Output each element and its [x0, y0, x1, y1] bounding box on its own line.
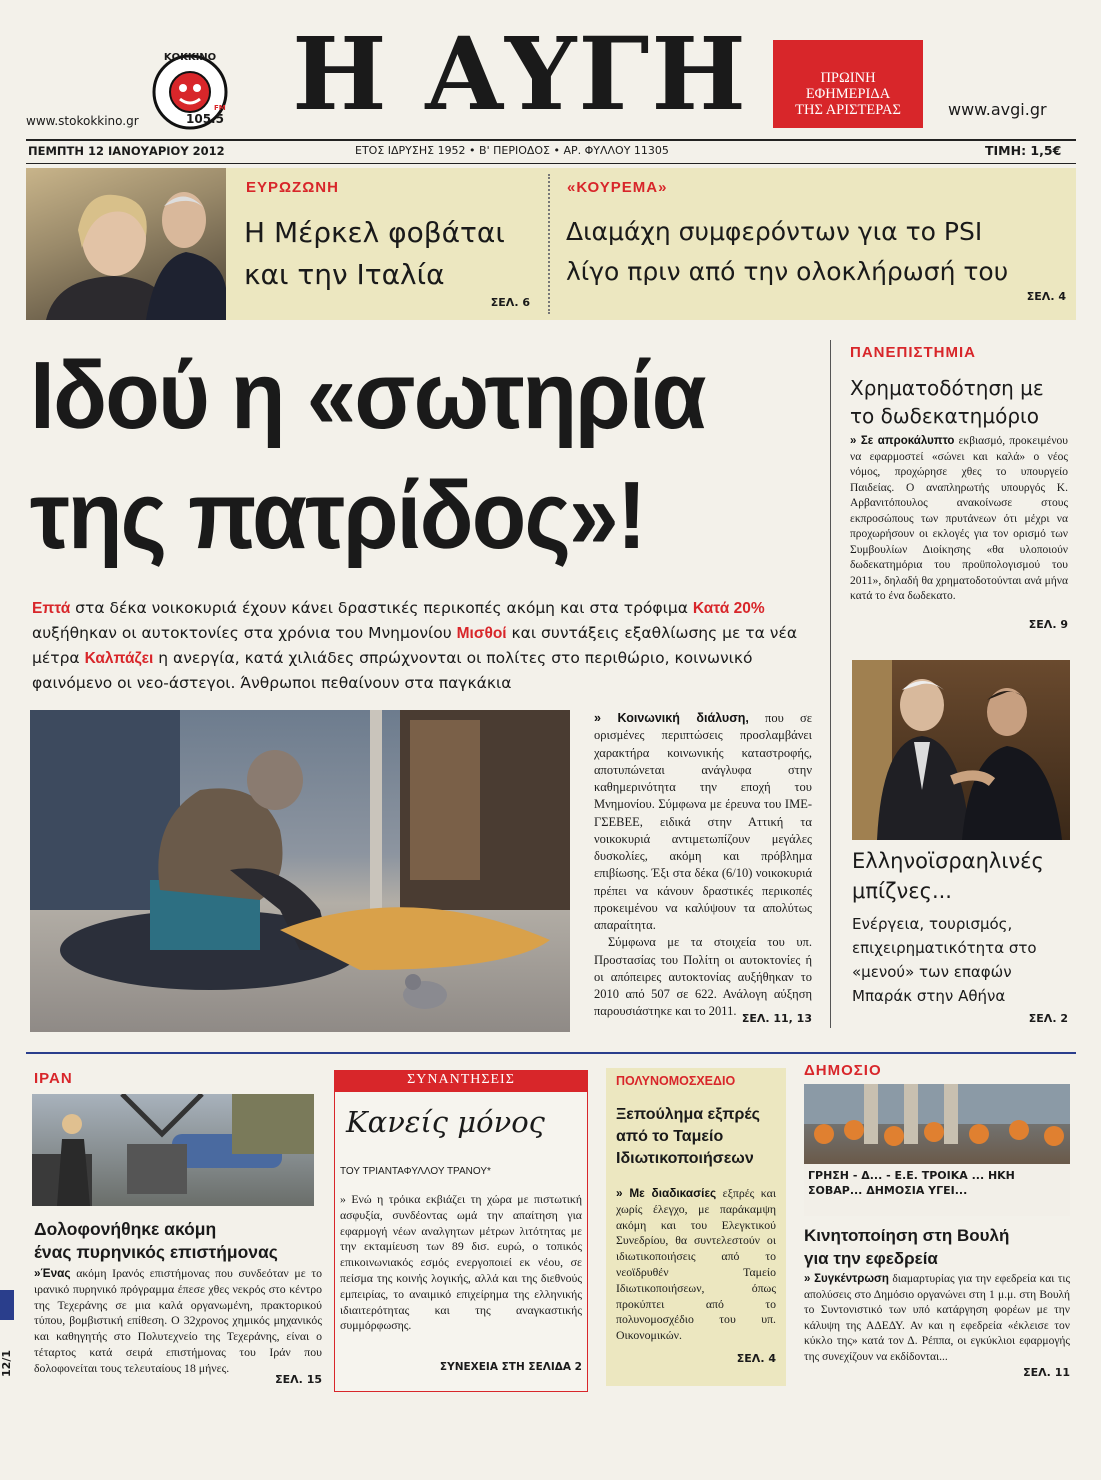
israel-page: ΣΕΛ. 2 — [1028, 1012, 1068, 1025]
newspaper-title: Η ΑΥΓΗ — [292, 15, 748, 133]
teaser-2-headline[interactable] — [566, 212, 1008, 292]
israel-subhead-line-3: «μενού» των επαφών — [852, 963, 1012, 981]
tagline-line-3: ΤΗΣ ΑΡΙΣΤΕΡΑΣ — [795, 102, 901, 118]
teaser-1-headline-line-2: και την Ιταλία — [244, 258, 445, 291]
israel-subhead-line-4: Μπαράκ στην Αθήνα — [852, 987, 1006, 1005]
radio-logo-freq: 105.5 — [186, 112, 224, 126]
iran-body — [34, 1266, 322, 1377]
edge-date: 12/1 — [0, 1350, 13, 1377]
summary-text-1: στα δέκα νοικοκυριά έχουν κάνει δραστικές περικοπές ακόμη και στα τρόφιμα — [70, 599, 688, 617]
lead-page: ΣΕΛ. 11, 13 — [741, 1012, 812, 1025]
teaser-1-headline[interactable] — [244, 212, 505, 296]
lead-summary — [32, 596, 812, 696]
radio-logo-unit: FM — [214, 104, 226, 112]
teaser-2-page: ΣΕΛ. 4 — [1026, 290, 1066, 303]
lead-headline[interactable] — [30, 336, 705, 576]
lead-headline-line-1: Ιδού η «σωτηρία — [30, 342, 705, 449]
bill-body-lead: » Με διαδικασίες — [616, 1186, 717, 1200]
radio-logo — [150, 52, 230, 132]
public-body — [804, 1272, 1070, 1365]
merkel-monti-photo — [26, 168, 226, 320]
issue-date: ΠΕΜΠΤΗ 12 ΙΑΝΟΥΑΡΙΟΥ 2012 — [28, 144, 225, 158]
radio-url[interactable]: www.stokokkino.gr — [26, 114, 139, 128]
tagline-line-2: ΕΦΗΜΕΡΙΔΑ — [805, 86, 891, 102]
public-body-text: διαμαρτυρίας για την εφεδρεία και τις απολύσεις στο Δημόσιο οργανώνει στη 1 μ.μ. στη Βουλή το Συντονιστικό των υπό κατάργηση φορέων με την κάλυψη της ΑΔΕΔΥ. Αν και η εφεδρεία «έκλεισε τον κύκλο της» κατά τον Δ. Ρέππα, οι εγκύκλιοι εφαρμογής της συνεχίζουν να εκδίδονται... — [804, 1273, 1070, 1363]
teaser-1-page: ΣΕΛ. 6 — [490, 296, 530, 309]
iran-kicker: ΙΡΑΝ — [34, 1070, 73, 1087]
iran-headline[interactable] — [34, 1218, 278, 1264]
university-body-text: εκβιασμό, προκειμένου να εφαρμοστεί «σώνει και καλά» ο νέος νόμος, προχώρησε χθες το υπουργείο Παιδείας. Ο αναπληρωτής υπουργός Κ. Αρβανιτόπουλος ανακοίνωσε στους εκπροσώπους των πρυτάνεων ότι μέχρι να προχωρήσουν οι εκλογές για τον ορισμό των Συμβουλίων Διοίκησης «θα υλοποιούν δωδεκατημόρια του προϋπολογισμού του 2011», δηλαδή θα χρηματοδοτούνται ανά μήνα κατά το ένα δωδεκατο. — [850, 435, 1068, 602]
iran-headline-line-1: Δολοφονήθηκε ακόμη — [34, 1219, 217, 1239]
university-headline[interactable] — [850, 374, 1044, 430]
university-page: ΣΕΛ. 9 — [1028, 618, 1068, 631]
teaser-2-headline-line-1: Διαμάχη συμφερόντων για το PSI — [566, 217, 983, 246]
protest-banner-text: ΓΡΗΣΗ - Δ... - Ε.Ε. ΤΡΟΙΚΑ ... ΗΚΗ ΣΟΒΑΡ... ΔΗΜΟΣΙΑ ΥΓΕΙ... — [808, 1169, 1015, 1197]
bill-headline-line-2: από το Ταμείο — [616, 1128, 724, 1145]
edge-color-tab — [0, 1290, 14, 1320]
public-kicker: ΔΗΜΟΣΙΟ — [804, 1062, 882, 1079]
sidebar-divider — [830, 340, 831, 1028]
photo-people-icon — [26, 168, 226, 320]
iran-body-text: ακόμη Ιρανός επιστήμονας που συνδεόταν με το ιρανικό πυρηνικό πρόγραμμα έπεσε χθες νεκρός στο κέντρο της Τεχεράνης σε μια καλά οργανωμένη, πρακτορικού τύπου, βομβιστική επίθεση. Ο 32χρονος χημικός μηχανικός και καθηγητής στο Πολυτεχνείο της Τεχεράνης, είναι ο τέταρτος κατά σειρά επιστήμονας του Ιράν που δολοφονείται τους τελευταίους 18 μήνες. — [34, 1266, 322, 1375]
issue-info: ΕΤΟΣ ΙΔΡΥΣΗΣ 1952 • Β' ΠΕΡΙΟΔΟΣ • ΑΡ. ΦΥΛΛΟΥ 11305 — [355, 144, 669, 157]
radio-logo-top: ΚΟΚΚΙΝΟ — [163, 52, 217, 63]
israel-subhead-line-2: επιχειρηματικότητα στο — [852, 939, 1037, 957]
bill-headline-line-3: Ιδιωτικοποιήσεων — [616, 1150, 754, 1167]
bill-body-text: εξπρές και χωρίς έλεγχο, με παράκαμψη ακόμη και του Ελεγκτικού Συνεδρίου, θα συντελεστούν οι ιδιωτικοποιήσεις από το νεοϊδρυθέν Ταμείο Ιδιωτικοποιήσεων, όπως προκύπτει από το πολυνομοσχέδιο του υπ. Οικονομικών. — [616, 1186, 776, 1343]
iran-car-photo — [32, 1094, 314, 1206]
lead-body-text-2: Σύμφωνα με τα στοιχεία του υπ. Προστασίας του Πολίτη οι αυτοκτονίες ή οι απόπειρες αυτοκτονίας αυξήθηκαν το 2010 από 507 σε 622. Ανάλογη αύξηση παρουσιάστηκε και το 2011. — [594, 935, 812, 1019]
teaser-2-headline-line-2: λίγο πριν από την ολοκλήρωσή του — [566, 257, 1009, 286]
teaser-1-kicker: ΕΥΡΩΖΩΝΗ — [246, 179, 339, 196]
summary-text-4: η ανεργία, κατά χιλιάδες σπρώχνονται οι πολίτες στο περιθώριο, κοινωνικό φαινόμενο οι νεο-άστεγοι. Άνθρωποι πεθαίνουν στα παγκάκια — [32, 649, 753, 692]
israel-subhead-line-1: Ενέργεια, τουρισμός, — [852, 915, 1013, 933]
site-url[interactable]: www.avgi.gr — [948, 100, 1047, 119]
university-body — [850, 434, 1068, 605]
summary-text-3: και συντάξεις εξαθλίωσης με τα νέα μέτρα — [32, 624, 798, 667]
tagline-line-1: ΠΡΩΙΝΗ — [820, 70, 876, 86]
public-headline[interactable] — [804, 1224, 1009, 1270]
summary-hl-4: Καλπάζει — [84, 650, 154, 667]
israel-headline[interactable] — [852, 846, 1044, 906]
lead-headline-line-2: της πατρίδος»! — [30, 462, 645, 569]
iran-headline-line-2: ένας πυρηνικός επιστήμονας — [34, 1242, 278, 1262]
protest-photo — [804, 1084, 1070, 1216]
bill-headline-line-1: Ξεπούλημα εξπρές — [616, 1106, 760, 1123]
photo-scene-icon — [30, 710, 570, 1032]
masthead-rule — [26, 139, 1076, 141]
summary-text-2: αυξήθηκαν οι αυτοκτονίες στα χρόνια του Μνημονίου — [32, 624, 457, 642]
summary-hl-1: Επτά — [32, 600, 71, 617]
teaser-1-headline-line-1: Η Μέρκελ φοβάται — [244, 216, 505, 249]
column-kicker: ΣΥΝΑΝΤΗΣΕΙΣ — [407, 1072, 515, 1087]
israel-headline-line-2: μπίζνες... — [852, 879, 952, 903]
bill-headline[interactable] — [616, 1104, 760, 1170]
israel-headline-line-1: Ελληνοϊσραηλινές — [852, 849, 1044, 873]
iran-body-lead: »Ένας — [34, 1266, 71, 1280]
summary-hl-2: Κατά 20% — [692, 600, 765, 617]
column-byline: ΤΟΥ ΤΡΙΑΝΤΑΦΥΛΛΟΥ ΤΡΑΝΟΥ* — [340, 1166, 491, 1177]
column-continued: ΣΥΝΕΧΕΙΑ ΣΤΗ ΣΕΛΙΔΑ 2 — [439, 1361, 582, 1373]
public-headline-line-1: Κινητοποίηση στη Βουλή — [804, 1226, 1010, 1245]
university-body-lead: » Σε απροκάλυπτο — [850, 435, 955, 447]
lead-body — [594, 710, 812, 1021]
bill-kicker: ΠΟΛΥΝΟΜΟΣΧΕΔΙΟ — [616, 1074, 736, 1088]
photo-wreck-icon — [32, 1094, 314, 1206]
papoulias-barak-photo — [852, 660, 1070, 840]
tagline-box — [773, 40, 923, 128]
price: ΤΙΜΗ: 1,5€ — [985, 143, 1062, 158]
israel-subhead — [852, 912, 1037, 1008]
university-headline-line-2: το δωδεκατημόριο — [850, 404, 1040, 428]
public-body-lead: » Συγκέντρωση — [804, 1273, 889, 1285]
university-kicker: ΠΑΝΕΠΙΣΤΗΜΙΑ — [850, 344, 976, 361]
public-page: ΣΕΛ. 11 — [1023, 1366, 1070, 1379]
teaser-2-kicker: «ΚΟΥΡΕΜΑ» — [567, 179, 668, 196]
lead-body-text: που σε ορισμένες περιπτώσεις προσλαμβάνει χαρακτήρα κοινωνικής καταστροφής, αποτυπώνεται ανάγλυφα στην καθημερινότητα την εποχή του Μνημονίου. Σύμφωνα με έρευνα του ΙΜΕ-ΓΣΕΒΕΕ, ειδικά στην Αττική τα νοικοκυριά αντιμετωπίζουν μεγάλες δυσκολίες, ακόμη και πρόβλημα επιβίωσης. Έξι στα δέκα (6/10) νοικοκυριά πρέπει να κάνουν δραστικές περικοπές προκειμένου να καλύψουν τα απολύτως απαραίτητα. — [594, 711, 812, 932]
iran-page: ΣΕΛ. 15 — [275, 1373, 322, 1386]
bill-page: ΣΕΛ. 4 — [736, 1352, 776, 1365]
bottom-rule-blue — [26, 1052, 1076, 1054]
column-body: » Ενώ η τρόικα εκβιάζει τη χώρα με πιστωτική ασφυξία, συνδέοντας ωμά την απαίτηση για εφαρμογή νέων αναλγητων μέτρων λιτότητας με την εκταμίευση των 89 δισ. ευρώ, ο τοπικός επικοινωνιακός εσμός ενεργοποιεί εκ νέου, σε πείσμα της κοινής λογικής, αλλά και της διεθνούς εμπειρίας, το αναιμικό επιχείρημα της ελληνικής ιδιαιτερότητας και της αναγκαστικής συμμόρφωσης. — [340, 1192, 582, 1333]
homeless-man-photo — [30, 710, 570, 1032]
lead-body-lead: » Κοινωνική διάλυση, — [594, 711, 749, 725]
photo-handshake-icon — [852, 660, 1070, 840]
bill-body — [616, 1186, 776, 1344]
summary-hl-3: Μισθοί — [456, 625, 507, 642]
teaser-divider — [548, 174, 550, 314]
column-headline[interactable]: Κανείς μόνος — [346, 1105, 545, 1139]
masthead-rule-2 — [26, 163, 1076, 164]
university-headline-line-1: Χρηματοδότηση με — [850, 376, 1044, 400]
public-headline-line-2: για την εφεδρεία — [804, 1249, 938, 1268]
